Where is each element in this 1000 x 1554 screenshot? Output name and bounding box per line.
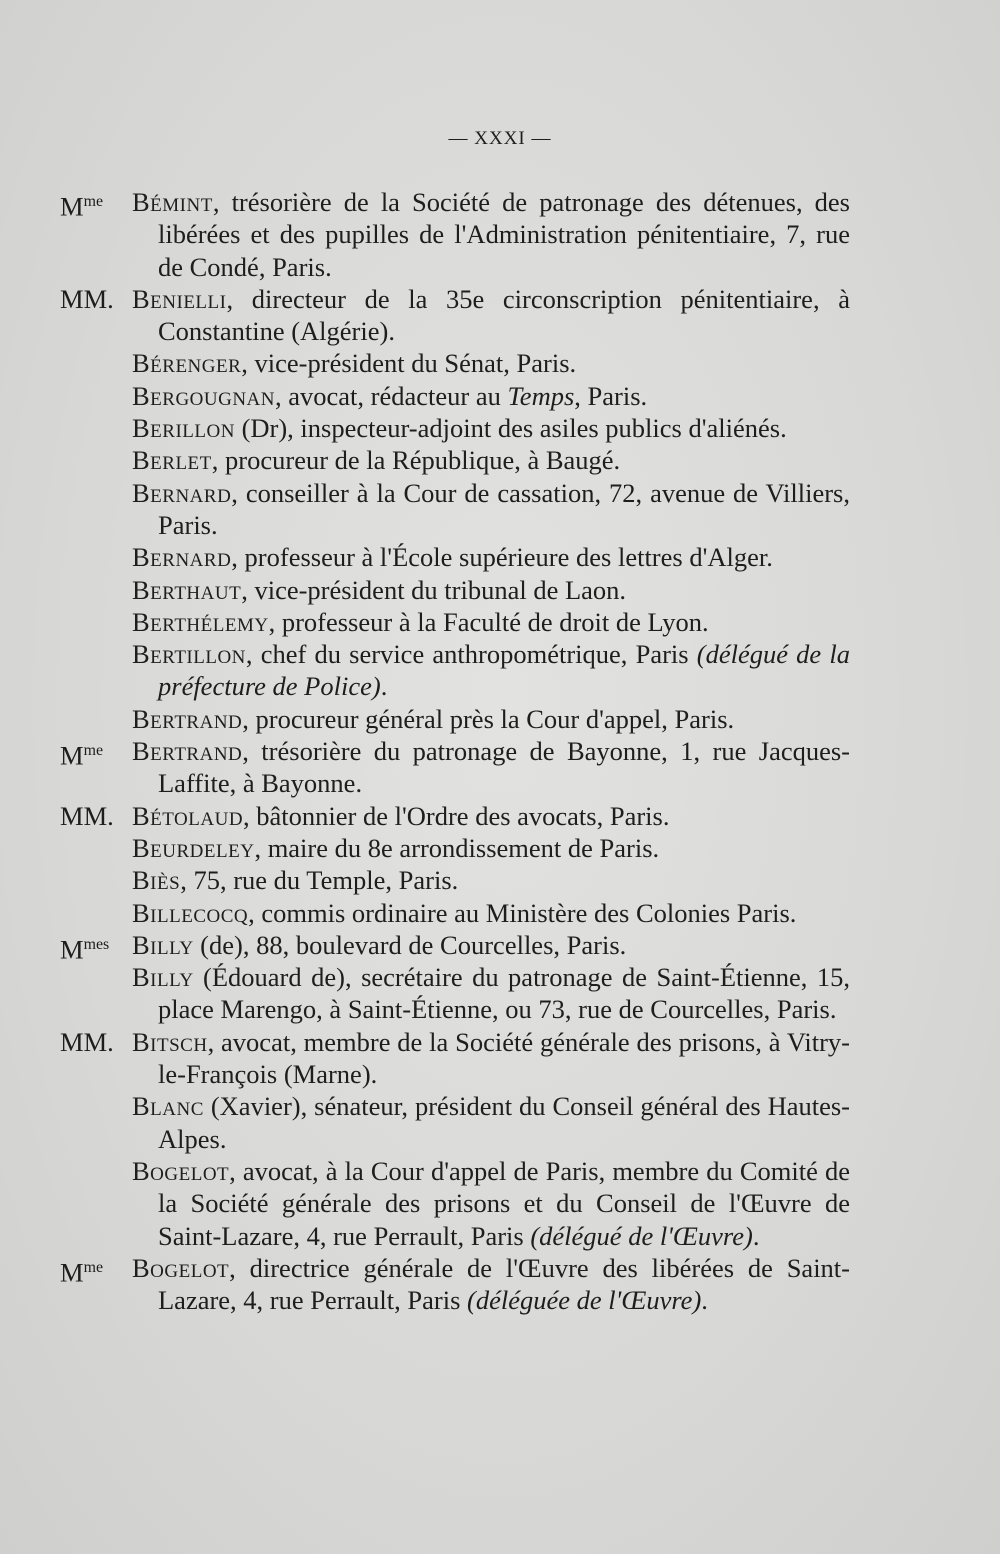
member-name: Bogelot [132,1155,230,1186]
member-description: , trésorière de la Société de patronage des détenues, des libérées et des pupilles de l'Administration pénitentiaire, 7, rue de Condé, Paris. [158,187,850,282]
member-description: (Dr), inspecteur-adjoint des asiles publics d'aliénés. [234,413,787,444]
member-description: (de), 88, boulevard de Courcelles, Paris. [193,929,627,960]
trailing-text: . [752,1220,760,1251]
list-entry [60,606,850,638]
list-entry [60,444,850,476]
list-entry [60,1155,850,1252]
list-entry [60,735,850,800]
list-entry [60,186,850,283]
page-number: — XXXI — [448,128,552,149]
membership-list [60,186,850,1316]
list-entry [60,929,850,965]
honorific-prefix: MM. [60,800,114,831]
list-entry [60,897,850,929]
list-entry [60,1026,850,1091]
trailing-text: . [701,1285,708,1316]
trailing-text: , Paris. [574,380,648,411]
member-name: Bogelot [132,1252,230,1283]
member-name: Bitsch [132,1026,208,1057]
list-entry [60,832,850,864]
member-name: Billy [132,962,194,993]
member-name: Bétolaud [132,800,244,831]
list-entry [60,961,850,1026]
honorific-prefix: $M^{me}$ [60,1257,103,1288]
member-description: , commis ordinaire au Ministère des Colonies Paris. [248,897,797,928]
member-name: Bémint [132,187,213,217]
member-description: , vice-président du tribunal de Laon. [241,574,627,605]
list-entry [60,477,850,542]
member-description: (Édouard de), secrétaire du patronage de Saint-Étienne, 15, place Marengo, à Saint-Étienne, ou 73, rue de Courcelles, Paris. [158,962,850,1025]
member-name: Bertrand [132,703,243,734]
italic-note: (délégué de l'Œuvre) [530,1220,753,1251]
trailing-text: . [380,671,388,702]
member-name: Bertrand [132,736,243,767]
honorific-prefix: $M^{mes}$ [60,934,110,965]
honorific-prefix: MM. [60,1026,114,1057]
member-name: Bernard [132,542,232,573]
member-name: Berlet [132,445,212,476]
member-description: , procureur général près la Cour d'appel, Paris. [242,703,735,734]
list-entry [60,283,850,348]
honorific-prefix: MM. [60,283,114,314]
member-description: , professeur à l'École supérieure des lettres d'Alger. [231,542,773,573]
member-description: , professeur à la Faculté de droit de Lyon. [268,606,709,637]
member-description: , vice-président du Sénat, Paris. [241,348,577,379]
member-description: , maire du 8e arrondissement de Paris. [254,832,660,863]
member-description: , chef du service anthropométrique, Paris [245,639,697,670]
member-description: , trésorière du patronage de Bayonne, 1, rue Jacques-Laffite, à Bayonne. [158,736,850,799]
member-name: Benielli [132,283,227,314]
member-description: , bâtonnier de l'Ordre des avocats, Paris. [243,800,670,831]
list-entry [60,800,850,832]
member-description: , directeur de la 35e circonscription pénitentiaire, à Constantine (Algérie). [158,283,850,347]
member-description: , avocat, à la Cour d'appel de Paris, membre du Comité de la Société générale des prisons et du Conseil de l'Œuvre de Saint-Lazare, 4, rue Perrault, Paris [158,1155,850,1251]
list-entry [60,638,850,703]
italic-note: (délégué de la préfecture de Police) [158,639,850,702]
honorific-prefix: $M^{me}$ [60,740,103,771]
list-entry [60,574,850,606]
member-description: , 75, rue du Temple, Paris. [180,865,459,896]
member-name: Biès [132,865,181,896]
member-name: Bernard [132,477,232,508]
member-name: Bergougnan [132,380,276,411]
member-name: Beurdeley [132,832,255,863]
member-name: Berillon [132,413,235,444]
list-entry [60,412,850,444]
list-entry [60,1090,850,1155]
member-name: Billecocq [132,897,249,928]
member-name: Blanc [132,1091,204,1122]
member-description: , avocat, rédacteur au [275,380,508,411]
list-entry [60,380,850,412]
member-name: Berthélemy [132,606,269,637]
member-description: , directrice générale de l'Œuvre des libérées de Saint-Lazare, 4, rue Perrault, Paris [158,1252,850,1316]
list-entry [60,347,850,379]
member-name: Billy [132,929,194,960]
member-description: , conseiller à la Cour de cassation, 72, avenue de Villiers, Paris. [158,477,850,540]
italic-note: (déléguée de l'Œuvre) [467,1285,702,1316]
member-name: Bertillon [132,639,246,670]
member-description: (Xavier), sénateur, président du Conseil général des Hautes-Alpes. [158,1091,850,1154]
list-entry [60,864,850,896]
italic-note: Temps [507,380,575,411]
member-name: Berthaut [132,574,242,605]
member-name: Bérenger [132,348,242,379]
member-description: , procureur de la République, à Baugé. [211,445,621,476]
list-entry [60,1252,850,1317]
honorific-prefix: $M^{me}$ [60,191,103,222]
member-description: , avocat, membre de la Société générale des prisons, à Vitry-le-François (Marne). [158,1026,850,1090]
list-entry [60,703,850,735]
list-entry [60,541,850,573]
